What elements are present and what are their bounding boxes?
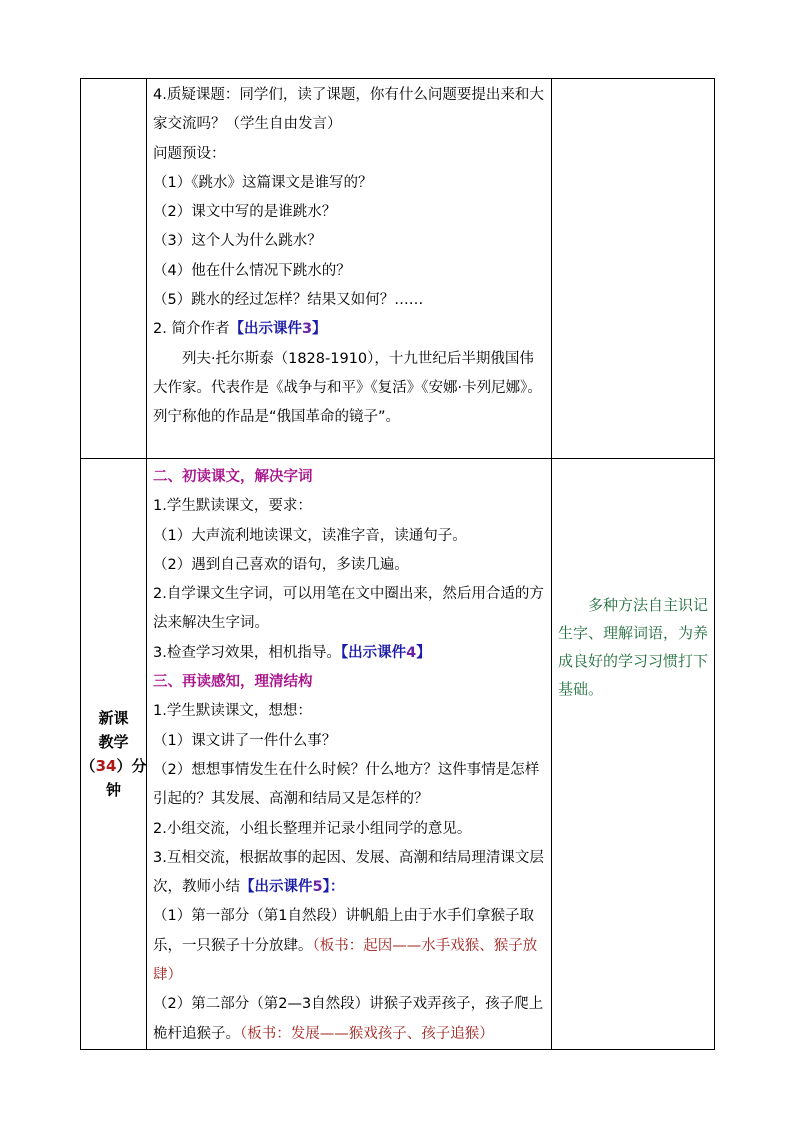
question-item: （5）跳水的经过怎样？结果又如何？……	[153, 292, 424, 309]
table-row	[81, 79, 715, 459]
board-note: （板书：发展——猴戏孩子、孩子追猴）	[240, 1025, 494, 1042]
author-intro-text: 列夫·托尔斯泰（1828-1910），十九世纪后半期俄国伟大作家。代表作是《战争与和平》《复活》《安娜·卡列尼娜》。列宁称他的作品是“俄国革命的镜子”。	[153, 350, 542, 426]
row1-content-cell	[147, 79, 552, 459]
lesson-plan-table	[80, 78, 715, 1050]
section-heading: 二、初读课文，解决字词	[153, 469, 313, 485]
author-intro-heading: 2. 简介作者【出示课件3】	[153, 321, 327, 338]
section-heading: 三、再读感知，理清结构	[153, 674, 313, 691]
question-item: （3）这个人为什么跳水？	[153, 233, 322, 250]
question-item: （1）《跳水》这篇课文是谁写的？	[153, 174, 373, 191]
table-row	[81, 459, 715, 1050]
question-item: 问题预设：	[153, 145, 226, 162]
design-intent-note: 多种方法自主识记生字、理解词语，为养成良好的学习习惯打下基础。	[558, 596, 709, 698]
question-item: （4）他在什么情况下跳水的？	[153, 262, 351, 279]
duration-label: （34）分	[80, 756, 147, 775]
question-item: （2）课文中写的是谁跳水？	[153, 204, 337, 221]
board-note: （板书：起因——水手戏猴、猴子放肆）	[153, 937, 538, 984]
row1-label-cell	[81, 79, 147, 459]
section-label-cell: 新课 教学 （34）分 钟	[81, 459, 147, 1050]
question-item: 4.质疑课题：同学们，读了课题，你有什么问题要提出来和大家交流吗？（学生自由发言）	[153, 87, 544, 133]
row2-content-cell: 二、初读课文，解决字词 1.学生默读课文，要求： （1）大声流利地读课文，读准字音，读通句子。 （2）遇到自己喜欢的语句，多读几遍。 2.自学课文生字词，可以用笔在文中圈出来，然后用合适的方法来解决生字词。 3.检查学习效果，相机指导。【出示课件4】 三、再读感知，理清结构 1.学生默读课文，想想： （1）课文讲了一件什么事？ （2）想想事情发生在什么时候？什么地方？这件事情是怎样引起的？其发展、高潮和结局又是怎样的？ 2.小组交流，小组长整理并记录小组同学的意见。 3.互相交流，根据故事的起因、发展、高潮和结局理清课文层次，教师小结【出示课件5】： （1）第一部分（第1自然段）讲帆船上由于水手们拿猴子取乐，一只猴子十分放肆。（板书：起因——水手戏猴、猴子放肆） （2）第二部分（第2—3自然段）讲猴子戏弄孩子，孩子爬上桅杆追猴子。（板书：发展——猴戏孩子、孩子追猴）	[147, 459, 552, 1050]
design-intent-cell	[552, 459, 715, 1050]
row1-note-cell	[552, 79, 715, 459]
